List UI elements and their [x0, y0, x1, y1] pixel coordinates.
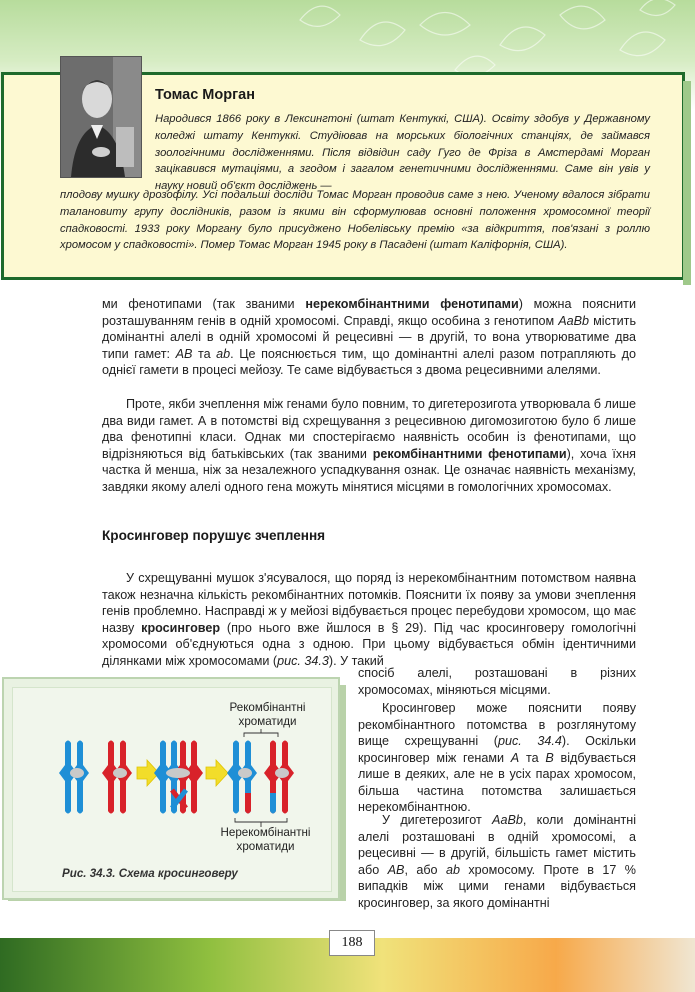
figure-caption: Рис. 34.3. Схема кросинговеру	[62, 867, 238, 880]
section-title: Кросинговер порушує зчеплення	[102, 528, 326, 543]
paragraph-diheterozygote: У дигетерозигот AaBb, коли домінантні алелі розташовані в одній хромосомі, а рецесивні — в другій, більшість гамет містить або AB, або ab хромосому. Проте в 17 % випадків між цими генами відбувається кросинговер, за якого домінантні	[358, 813, 636, 910]
centromere	[275, 768, 289, 778]
paragraph-recombinant-explanation: Кросинговер може пояснити появу рекомбінантного потомства в розглянутому вище схрещуванні (рис. 34.4). Оскільки кросинговер між генами A та B відбувається лише в деяких, але не в усіх парах хромосом, більша частина потомства залишається нерекомбінантною.	[358, 701, 636, 814]
recombinant-segment	[245, 793, 251, 814]
centromere	[238, 768, 252, 778]
label-nonrecombinant: Нерекомбінантні хроматиди	[220, 826, 311, 853]
chromosome-pair-result	[227, 741, 294, 814]
chromosome-pair-initial	[59, 741, 132, 814]
arrow-icon	[206, 760, 228, 786]
centromere	[70, 768, 84, 778]
paragraph-linkage: ми фенотипами (так званими нерекомбінантними фенотипами) можна пояснити розташуванням генів в одній хромосомі. Справді, якщо особина з генотипом AaBb містить домінантні алелі в одній хромосомі й рецесивні — в другій, то вона утворюватиме два типи гамет: AB та ab. Це пояснюється тим, що домінантні алелі разом потрапляють до однієї гамети в процесі мейозу. Те саме відбувається з двома рецесивними алелями.	[102, 297, 637, 377]
paragraph-incomplete-linkage: Проте, якби зчеплення між генами було повним, то дигетерозигота утворювала б лише два види гамет. А в потомстві від схрещування з рецесивною дигомозиготою було б лише два фенотипні класи. Однак ми спостерігаємо наявність особин із фенотипами, що відрізняються від батьківських (так званими рекомбінантними фенотипами), хоча їхня частка й менша, ніж за незалежного успадкування ознак. Це означає наявність механізму, завдяки якому алелі одного гена можуть мінятися місцями в гомологічних хромосомах.	[102, 397, 636, 494]
centromere	[113, 768, 127, 778]
biography-text-part2: плодову мушку дрозофілу. Усі подальші досліди Томас Морган проводив саме з нею. Ученому вдалося зібрати талановиту групу дослідників, разом із якими він сформулював основні положення хромосомної теорії спадковості. 1933 року Моргану було присуджено Нобелівську премію «за відкриття, пов'язані з роллю хромосом у спадковості». Помер Томас Морган 1945 року в Пасадені (штат Каліфорнія, США).	[60, 189, 650, 252]
chromosome-pair-synapsis	[154, 741, 203, 814]
recombinant-segment	[270, 793, 276, 814]
paragraph-crossing-over: У схрещуванні мушок з'ясувалося, що поряд із нерекомбінантним потомством наявна також незначна кількість рекомбінантних потомків. Пояснити їх появу за умови зчеплення генів проблемно. Насправді ж у мейозі відбувається процес перебудови хромосом, що має назву кросинговер (про нього вже йшлося в § 29). Під час кросинговеру гомологічні хромосоми об'єднуються одна з одною. При цьому відбувається обмін ідентичними ділянками між хромосомами (рис. 34.3). У такий	[102, 571, 636, 668]
page-number: 188	[329, 930, 375, 956]
biography-text-part1: Народився 1866 року в Лексингтоні (штат Кентуккі, США). Освіту здобув у Державному коледжі штату Кентуккі. Студіював на морських біологічних станціях, де займався зоологічними дослідженнями. Після відвідин саду Гуго де Фріза в Амстердамі Морган зацікавився мутаціями, а згодом і загалом генетичними дослідженнями. Саме він увів у науку новий об'єкт досліджень —	[155, 113, 650, 193]
paragraph-allele-swap: спосіб алелі, розташовані в різних хромосомах, міняються місцями.	[358, 666, 636, 697]
label-recombinant: Рекомбінантні хроматиди	[229, 701, 306, 728]
centromere	[166, 768, 190, 778]
biography-name: Томас Морган	[155, 87, 255, 103]
